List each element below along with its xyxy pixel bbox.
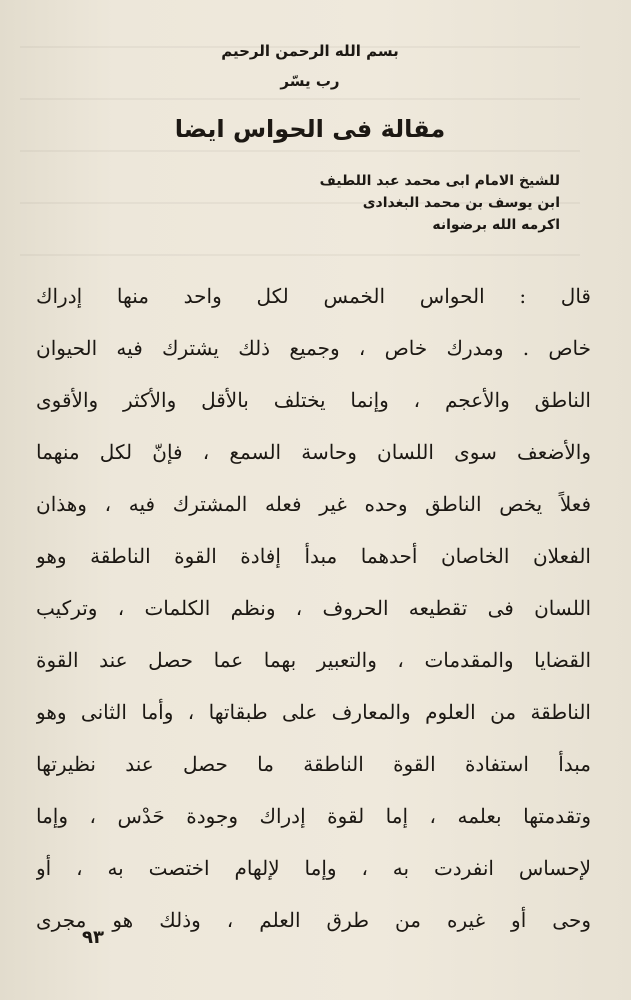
invocation-line: رب يسّر bbox=[280, 72, 340, 90]
text-line: خاص . ومدرك خاص ، وجميع ذلك يشترك فيه الحيوان bbox=[36, 336, 591, 360]
text-line: الناطق والأعجم ، وإنما يختلف بالأقل والأكثر والأقوى bbox=[36, 388, 591, 412]
basmala: بسم الله الرحمن الرحيم bbox=[221, 42, 399, 60]
page-number: ٩٣ bbox=[82, 927, 104, 948]
main-text bbox=[36, 270, 591, 946]
text-line: اللسان فى تقطيعه الحروف ، ونظم الكلمات ، وتركيب bbox=[36, 596, 591, 620]
page-title: مقالة فى الحواس ايضا bbox=[174, 115, 446, 143]
author-line: للشيخ الامام ابى محمد عبد اللطيف bbox=[319, 173, 560, 189]
author-line: اكرمه الله برضوانه bbox=[432, 217, 560, 233]
text-line: والأضعف سوى اللسان وحاسة السمع ، فإنّ لكل منهما bbox=[36, 440, 591, 464]
text-line: الناطقة من العلوم والمعارف على طبقاتها ، وأما الثانى وهو bbox=[36, 700, 591, 724]
text-line: وحى أو غيره من طرق العلم ، وذلك هو مجرى bbox=[36, 908, 591, 932]
author-line: ابن يوسف بن محمد البغدادى bbox=[362, 195, 560, 211]
text-line: مبدأ استفادة القوة الناطقة ما حصل عند نظيرتها bbox=[36, 752, 591, 776]
text-line: لإحساس انفردت به ، وإما لإلهام اختصت به ، أو bbox=[36, 856, 591, 880]
text-line: وتقدمتها بعلمه ، إما لقوة إدراك وجودة حَدْس ، وإما bbox=[36, 804, 591, 828]
text-line: قال : الحواس الخمس لكل واحد منها إدراك bbox=[36, 284, 591, 308]
author-block bbox=[290, 170, 560, 236]
text-line: القضايا والمقدمات ، والتعبير بهما عما حصل عند القوة bbox=[36, 648, 591, 672]
text-line: فعلاً يخص الناطق وحده غير فعله المشترك فيه ، وهذان bbox=[36, 492, 591, 516]
text-line: الفعلان الخاصان أحدهما مبدأ إفادة القوة الناطقة وهو bbox=[36, 544, 591, 568]
